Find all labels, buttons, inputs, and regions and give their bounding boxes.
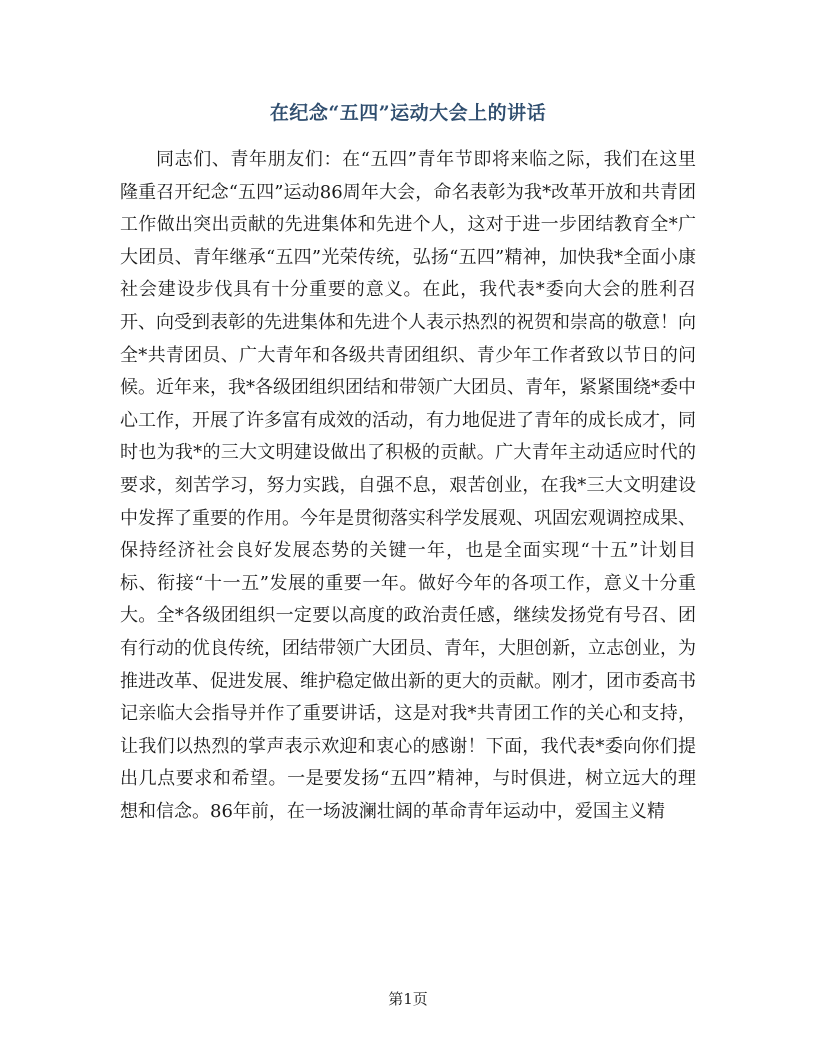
document-body-paragraph: 同志们、青年朋友们：在“五四”青年节即将来临之际，我们在这里隆重召开纪念“五四”运动86周年大会，命名表彰为我*改革开放和共青团工作做出突出贡献的先进集体和先进个人，这对于进一步团结教育全*广大团员、青年继承“五四”光荣传统，弘扬“五四”精神，加快我*全面小康社会建设步伐具有十分重要的意义。在此，我代表*委向大会的胜利召开、向受到表彰的先进集体和先进个人表示热烈的祝贺和崇高的敬意！向全*共青团员、广大青年和各级共青团组织、青少年工作者致以节日的问候。近年来，我*各级团组织团结和带领广大团员、青年，紧紧围绕*委中心工作，开展了许多富有成效的活动，有力地促进了青年的成长成才，同时也为我*的三大文明建设做出了积极的贡献。广大青年主动适应时代的要求，刻苦学习，努力实践，自强不息，艰苦创业，在我*三大文明建设中发挥了重要的作用。今年是贯彻落实科学发展观、巩固宏观调控成果、保持经济社会良好发展态势的关键一年，也是全面实现“十五”计划目标、衔接“十一五”发展的重要一年。做好今年的各项工作，意义十分重大。全*各级团组织一定要以高度的政治责任感，继续发扬党有号召、团有行动的优良传统，团结带领广大团员、青年，大胆创新，立志创业，为推进改革、促进发展、维护稳定做出新的更大的贡献。刚才，团市委高书记亲临大会指导并作了重要讲话，这是对我*共青团工作的关心和支持，让我们以热烈的掌声表示欢迎和衷心的感谢！下面，我代表*委向你们提出几点要求和希望。一是要发扬“五四”精神，与时俱进，树立远大的理想和信念。86年前，在一场波澜壮阔的革命青年运动中，爱国主义精: [120, 149, 696, 822]
page-number: 第1页: [388, 990, 428, 1008]
document-title: 在纪念“五四”运动大会上的讲话: [269, 102, 547, 124]
